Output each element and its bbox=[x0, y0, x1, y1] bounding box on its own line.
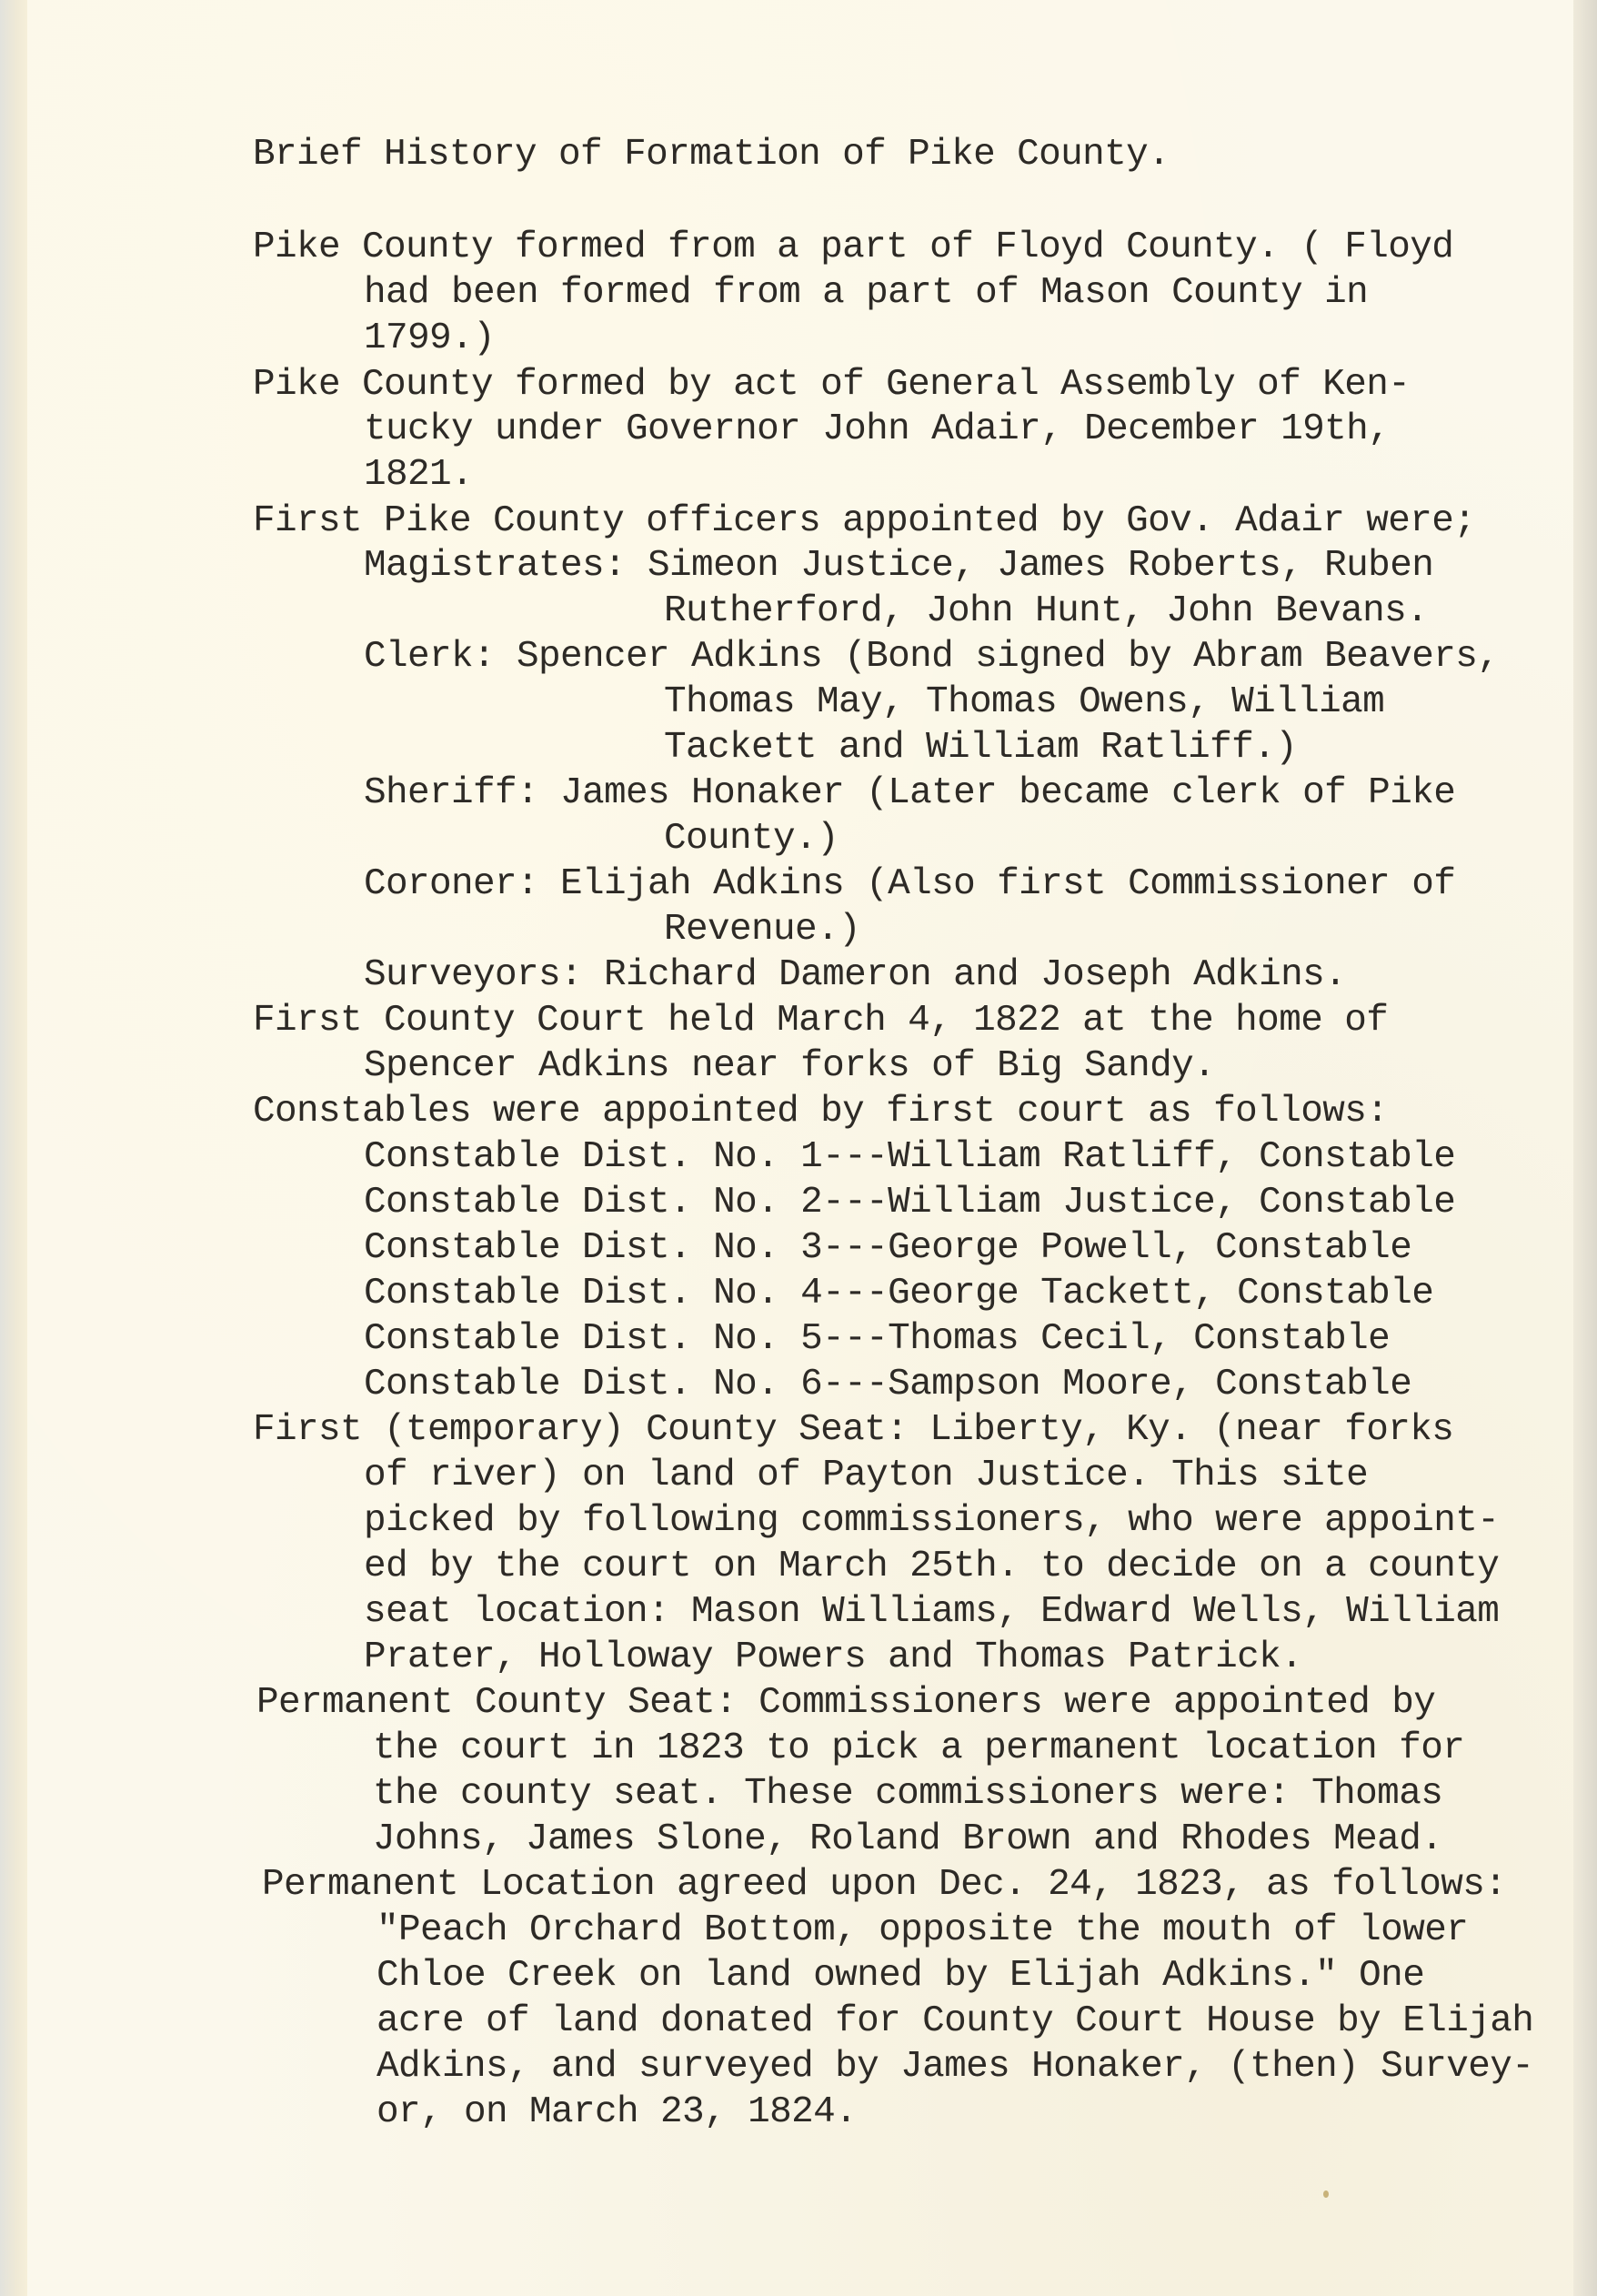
text-line: or, on March 23, 1824. bbox=[377, 2091, 858, 2133]
text-line: Clerk: Spencer Adkins (Bond signed by Abram Beavers, bbox=[364, 636, 1500, 678]
text-line: Chloe Creek on land owned by Elijah Adkins." One bbox=[377, 1955, 1425, 1997]
text-line: Sheriff: James Honaker (Later became clerk of Pike bbox=[364, 772, 1456, 814]
text-line: County.) bbox=[664, 818, 839, 860]
constable-line: Constable Dist. No. 2---William Justice, Constable bbox=[364, 1182, 1456, 1224]
text-line: Surveyors: Richard Dameron and Joseph Adkins. bbox=[364, 954, 1347, 996]
text-line: 1799.) bbox=[364, 317, 496, 359]
constable-line: Constable Dist. No. 4---George Tackett, Constable bbox=[364, 1273, 1434, 1314]
text-line: Prater, Holloway Powers and Thomas Patrick. bbox=[364, 1636, 1303, 1678]
text-line: picked by following commissioners, who were appoint- bbox=[364, 1500, 1500, 1542]
text-line: First County Court held March 4, 1822 at the home of bbox=[253, 1000, 1389, 1042]
text-line: Permanent Location agreed upon Dec. 24, 1823, as follows: bbox=[262, 1864, 1507, 1906]
text-line: Constables were appointed by first court as follows: bbox=[253, 1091, 1389, 1133]
text-line: acre of land donated for County Court House by Elijah bbox=[377, 2000, 1534, 2042]
text-line: tucky under Governor John Adair, December 19th, bbox=[364, 408, 1391, 450]
text-line: seat location: Mason Williams, Edward Wells, William bbox=[364, 1591, 1500, 1633]
document-title: Brief History of Formation of Pike County. bbox=[253, 134, 1170, 176]
text-line: Thomas May, Thomas Owens, William bbox=[664, 681, 1385, 723]
text-line: Pike County formed by act of General Assembly of Ken- bbox=[253, 364, 1411, 406]
text-line: First (temporary) County Seat: Liberty, Ky. (near forks bbox=[253, 1409, 1454, 1451]
page-left-edge bbox=[0, 0, 27, 2296]
text-line: the county seat. These commissioners were: Thomas bbox=[373, 1773, 1443, 1815]
text-line: Adkins, and surveyed by James Honaker, (then) Survey- bbox=[377, 2046, 1534, 2088]
text-line: Magistrates: Simeon Justice, James Roberts, Ruben bbox=[364, 545, 1434, 587]
text-line: "Peach Orchard Bottom, opposite the mouth of lower bbox=[377, 1909, 1469, 1951]
text-line: the court in 1823 to pick a permanent location for bbox=[373, 1727, 1465, 1769]
text-line: 1821. bbox=[364, 454, 474, 496]
page-right-edge bbox=[1573, 0, 1597, 2296]
text-line: Spencer Adkins near forks of Big Sandy. bbox=[364, 1045, 1216, 1087]
text-line: Rutherford, John Hunt, John Bevans. bbox=[664, 590, 1429, 632]
text-line: Johns, James Slone, Roland Brown and Rhodes Mead. bbox=[373, 1818, 1443, 1860]
text-line: First Pike County officers appointed by Gov. Adair were; bbox=[253, 500, 1476, 542]
text-line: Revenue.) bbox=[664, 909, 861, 951]
text-line: Tackett and William Ratliff.) bbox=[664, 727, 1298, 769]
constable-line: Constable Dist. No. 5---Thomas Cecil, Constable bbox=[364, 1318, 1391, 1360]
constable-line: Constable Dist. No. 3---George Powell, Constable bbox=[364, 1227, 1412, 1269]
paper-speck bbox=[1323, 2190, 1329, 2198]
text-line: Permanent County Seat: Commissioners were appointed by bbox=[256, 1682, 1436, 1724]
text-line: had been formed from a part of Mason County in bbox=[364, 272, 1369, 314]
text-line: Coroner: Elijah Adkins (Also first Commissioner of bbox=[364, 863, 1456, 905]
text-line: of river) on land of Payton Justice. This site bbox=[364, 1455, 1369, 1496]
constable-line: Constable Dist. No. 6---Sampson Moore, Constable bbox=[364, 1364, 1412, 1405]
constable-line: Constable Dist. No. 1---William Ratliff, Constable bbox=[364, 1136, 1456, 1178]
text-line: Pike County formed from a part of Floyd County. ( Floyd bbox=[253, 227, 1454, 268]
text-line: ed by the court on March 25th. to decide on a county bbox=[364, 1546, 1500, 1587]
